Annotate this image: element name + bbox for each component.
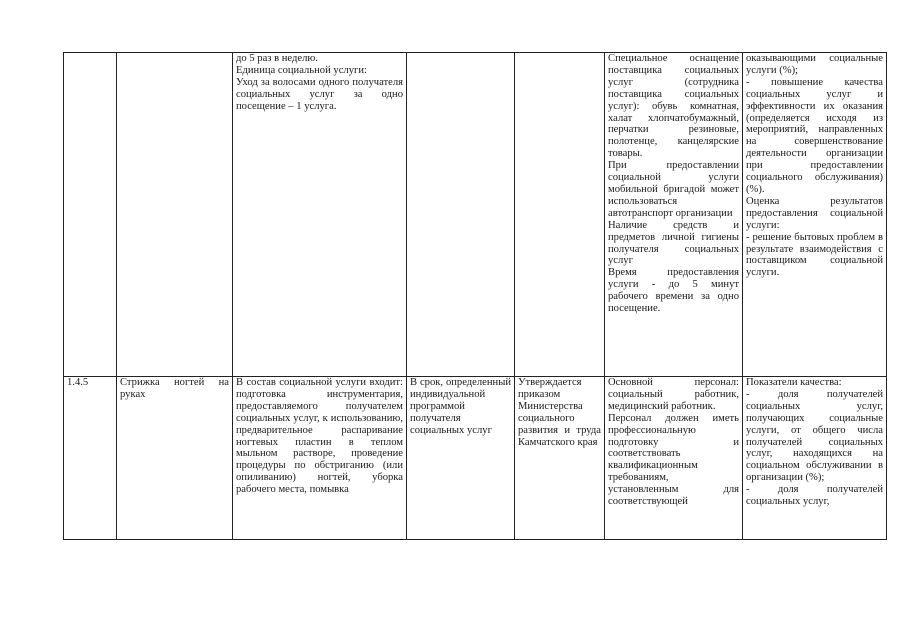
services-table (63, 52, 887, 540)
conditions-paragraph: Основной персонал: социальный работник, медицинский работник. (608, 377, 739, 412)
quality-paragraph: - решение бытовых проблем в результате взаимодействия с поставщиком социальной услуги. (746, 231, 883, 279)
conditions-paragraph: Время предоставления услуги - до 5 минут рабочего времени за одно посещение. (608, 267, 739, 315)
row-number-cell (64, 53, 117, 377)
conditions-paragraph: Наличие средств и предметов личной гигиены получателя социальных услуг (608, 219, 739, 267)
conditions-cell (605, 53, 743, 377)
approval-cell: Утверждается приказом Министерства социального развития и труда Камчатского края (515, 377, 605, 540)
conditions-cell (605, 377, 743, 540)
quality-paragraph: - доля получателей социальных услуг, получающих социальные услуги, от общего числа получателей социальных услуг, находящихся на социальном обслуживании в организации (%); (746, 388, 883, 484)
description-line: Единица социальной услуги: (236, 64, 367, 76)
quality-paragraph: - повышение качества социальных услуг и эффективности их оказания (определяется исходя из мероприятий, направленных на совершенствование деятельности организации при предоставлении социального обслуживания) (%). (746, 76, 883, 195)
service-term-cell (407, 53, 515, 377)
service-description-cell (233, 377, 407, 540)
quality-indicators-cell (743, 377, 887, 540)
service-description-cell (233, 53, 407, 377)
row-number-cell: 1.4.5 (64, 377, 117, 540)
table-row (64, 377, 887, 540)
description-line: В состав социальной услуги входит: подготовка инструментария, предоставляемого получателем социальных услуг, к использованию, предварительное распаривание ногтевых пластин в теплом мыльном растворе, проведение процедуры по обстриганию (или опиливанию) ногтей, уборка рабочего места, помывка (236, 377, 403, 496)
quality-paragraph: оказывающими социальные услуги (%); (746, 53, 883, 76)
description-line: до 5 раз в неделю. (236, 53, 318, 64)
table-row (64, 53, 887, 377)
service-name-cell: Стрижка ногтей на руках (117, 377, 233, 540)
quality-indicators-cell (743, 53, 887, 377)
service-term-cell: В срок, определенный индивидуальной программой получателя социальных услуг (407, 377, 515, 540)
description-line: Уход за волосами одного получателя социальных услуг за одно посещение – 1 услуга. (236, 76, 403, 112)
approval-cell (515, 53, 605, 377)
quality-paragraph: Показатели качества: (746, 377, 842, 388)
quality-paragraph: - доля получателей социальных услуг, (746, 484, 883, 508)
conditions-paragraph: Персонал должен иметь профессиональную подготовку и соответствовать квалификационным требованиям, установленным для соответствующей (608, 412, 739, 508)
conditions-paragraph: Специальное оснащение поставщика социальных услуг (сотрудника поставщика социальных услуг): обувь комнатная, халат хлопчатобумажный, перчатки резиновые, полотенце, канцелярские товары. (608, 53, 739, 160)
conditions-paragraph: При предоставлении социальной услуги мобильной бригадой может использоваться автотранспорт организации (608, 160, 739, 219)
service-name-cell (117, 53, 233, 377)
quality-paragraph: Оценка результатов предоставления социальной услуги: (746, 195, 883, 231)
